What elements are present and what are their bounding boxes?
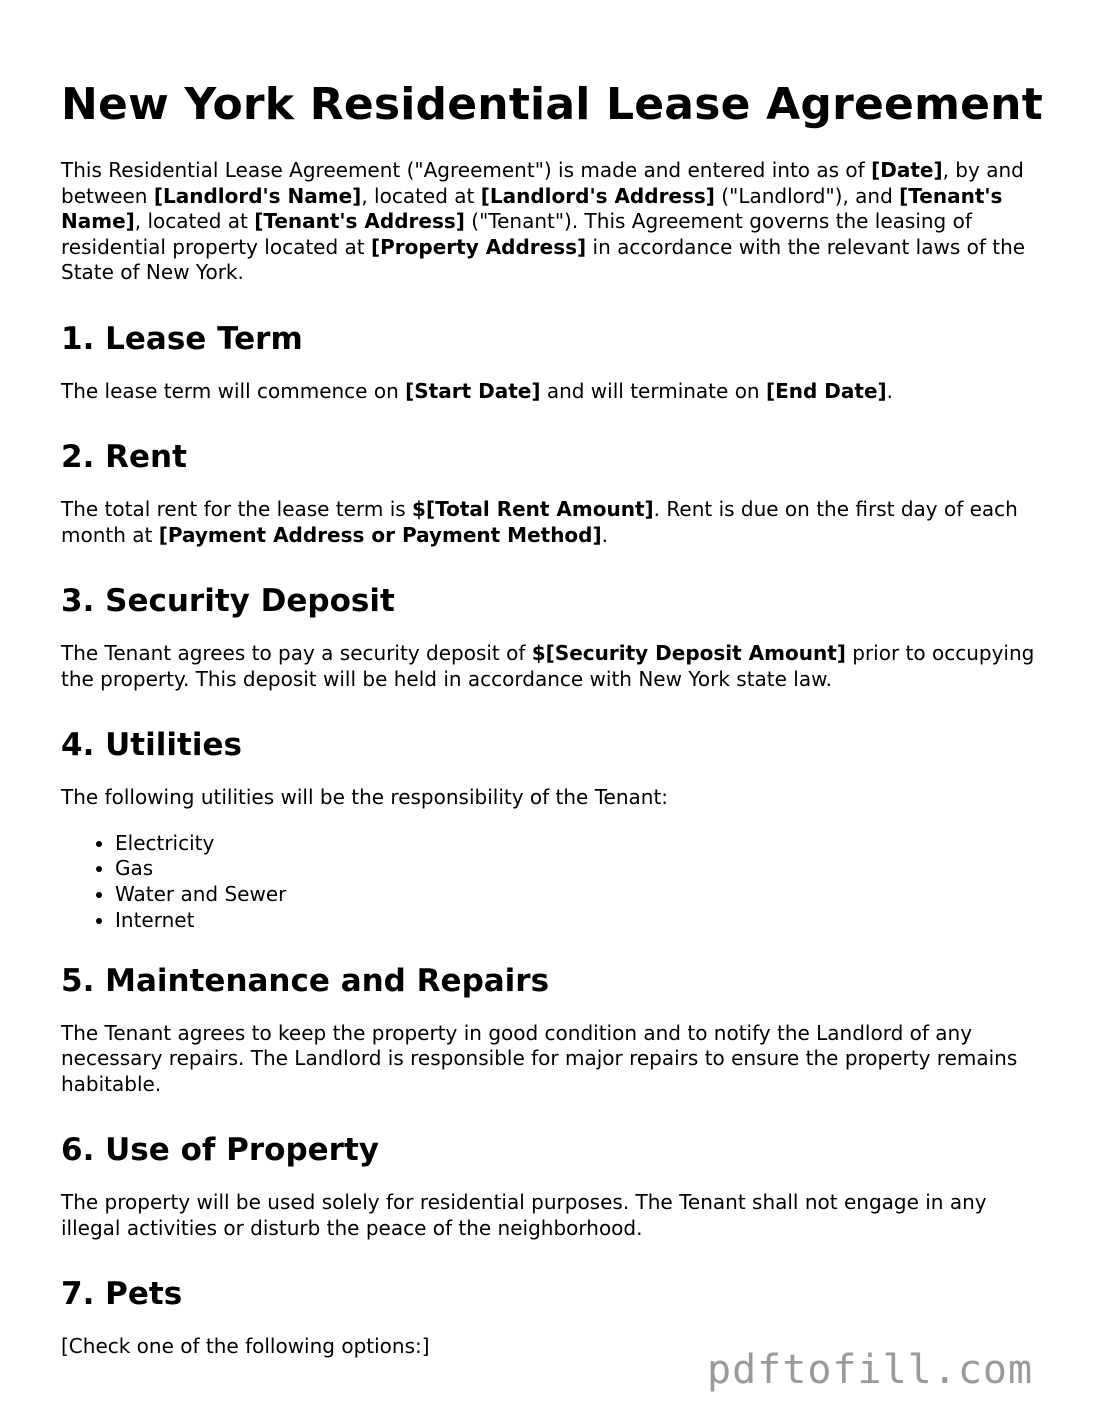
utilities-paragraph: The following utilities will be the responsibility of the Tenant: xyxy=(61,785,669,809)
watermark: pdftofill.com xyxy=(707,1347,1034,1393)
maintenance-paragraph: The Tenant agrees to keep the property in good condition and to notify the Landlord of any necessary repairs. The Landlord is responsible for major repairs to ensure the property remains habitable. xyxy=(61,1020,1018,1096)
section-heading-lease-term: 1. Lease Term xyxy=(61,320,303,357)
security-deposit-paragraph: The Tenant agrees to pay a security deposit of $[Security Deposit Amount] prior to occupying the property. This deposit will be held in accordance with New York state law. xyxy=(61,641,1035,691)
document-page xyxy=(61,78,1046,1394)
section-heading-security-deposit: 3. Security Deposit xyxy=(61,583,395,619)
section-heading-rent: 2. Rent xyxy=(61,439,187,475)
list-item: • Gas xyxy=(115,856,1046,882)
section-heading-utilities: 4. Utilities xyxy=(61,727,242,763)
tenant-name-placeholder: [Tenant's Name] xyxy=(61,183,1003,233)
list-item: • Water and Sewer xyxy=(115,882,1046,908)
list-item: • Internet xyxy=(115,908,1046,934)
payment-method-placeholder: [Payment Address or Payment Method] xyxy=(158,522,602,547)
lease-term-paragraph: The lease term will commence on [Start Date] and will terminate on [End Date]. xyxy=(61,378,894,403)
landlord-name-placeholder: [Landlord's Name] xyxy=(153,183,362,208)
section-heading-use-of-property: 6. Use of Property xyxy=(61,1132,379,1169)
landlord-address-placeholder: [Landlord's Address] xyxy=(480,183,715,208)
security-deposit-placeholder: $[Security Deposit Amount] xyxy=(531,641,846,665)
list-item: • Electricity xyxy=(115,831,1046,857)
utilities-list xyxy=(61,831,1046,934)
tenant-address-placeholder: [Tenant's Address] xyxy=(254,209,465,233)
property-address-placeholder: [Property Address] xyxy=(370,234,587,259)
use-of-property-paragraph: The property will be used solely for residential purposes. The Tenant shall not engage in any illegal activities or disturb the peace of the neighborhood. xyxy=(61,1190,987,1240)
pets-paragraph: [Check one of the following options:] xyxy=(61,1334,430,1359)
end-date-placeholder: [End Date] xyxy=(765,378,887,403)
total-rent-placeholder: $[Total Rent Amount] xyxy=(412,497,654,521)
section-heading-pets: 7. Pets xyxy=(61,1276,183,1313)
section-heading-maintenance: 5. Maintenance and Repairs xyxy=(61,962,550,999)
start-date-placeholder: [Start Date] xyxy=(405,378,541,403)
document-title: New York Residential Lease Agreement xyxy=(61,79,1043,130)
date-placeholder: [Date] xyxy=(871,158,943,182)
rent-paragraph: The total rent for the lease term is $[Total Rent Amount]. Rent is due on the first day of each month at [Payment Address or Payment Method]. xyxy=(61,497,1018,547)
intro-paragraph: This Residential Lease Agreement ("Agreement") is made and entered into as of [Date], by and between [Landlord's Name], located at [Landlord's Address] ("Landlord"), and [Tenant's Name], located at [Tenant's Address] ("Tenant"). This Agreement governs the leasing of residential property located at [Property Address] in accordance with the relevant laws of the State of New York. xyxy=(61,158,1026,284)
